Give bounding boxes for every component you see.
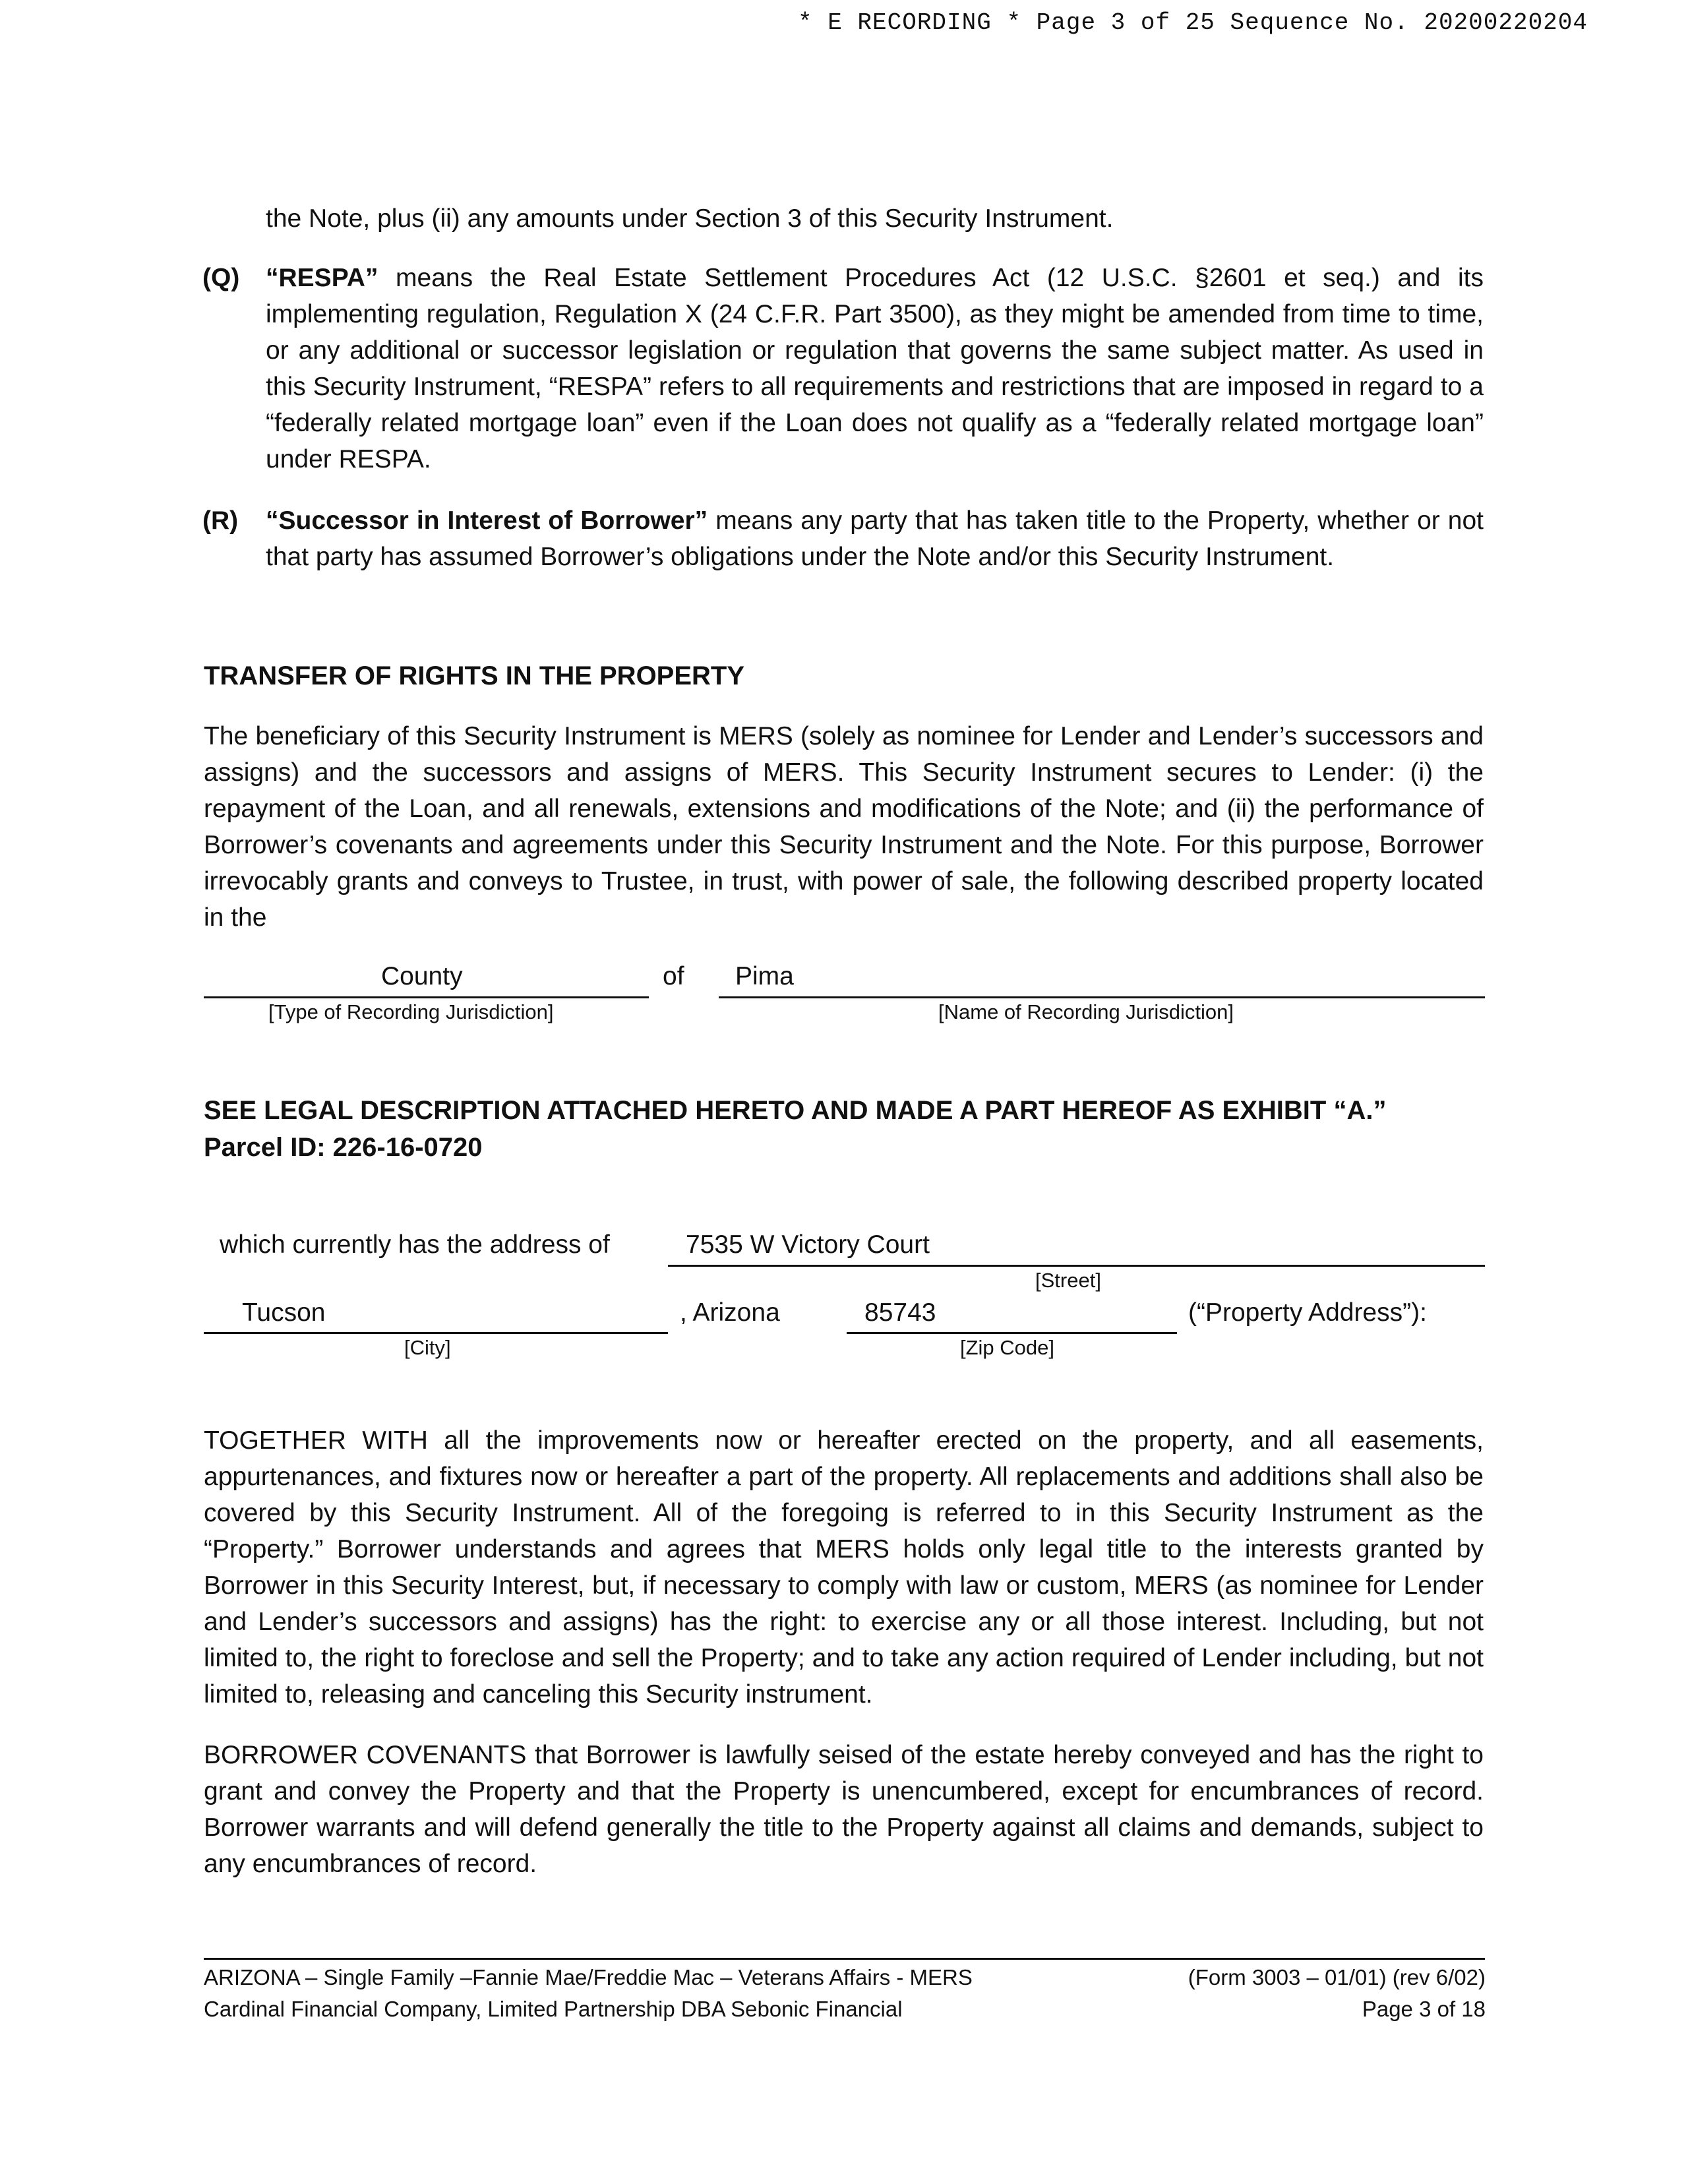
address-intro: which currently has the address of: [220, 1230, 610, 1259]
borrower-covenants-paragraph: BORROWER COVENANTS that Borrower is lawfully seised of the estate hereby conveyed and has the right to grant and convey the Property and that the Property is unencumbered, except for encumbrances of record. Borrower warrants and will defend generally the title to the Property against all claims and demands, subject to any encumbrances of record.: [204, 1741, 1484, 1878]
city-caption: [City]: [404, 1336, 451, 1359]
jurisdiction-type-caption: [Type of Recording Jurisdiction]: [268, 1000, 554, 1023]
recording-stamp: * E RECORDING * Page 3 of 25 Sequence No. 20200220204: [798, 9, 1588, 36]
transfer-heading: TRANSFER OF RIGHTS IN THE PROPERTY: [204, 661, 745, 690]
jurisdiction-of-label: of: [663, 962, 684, 990]
zip-underline: [847, 1332, 1177, 1334]
zip-caption: [Zip Code]: [960, 1336, 1055, 1359]
jurisdiction-name-value: Pima: [735, 962, 794, 990]
definition-q-term: “RESPA”: [266, 264, 378, 292]
jurisdiction-type-underline: [204, 996, 649, 998]
city-underline: [204, 1332, 668, 1334]
definition-q-text: means the Real Estate Settlement Procedures Act (12 U.S.C. §2601 et seq.) and its implementing regulation, Regulation X (24 C.F.R. Part 3500), as they might be amended from time to time, or any additional or successor legislation or regulation that governs the same subject matter. As used in this Security Instrument, “RESPA” refers to all requirements and restrictions that are imposed in regard to a “federally related mortgage loan” even if the Loan does not qualify as a “federally related mortgage loan” under RESPA.: [266, 264, 1484, 473]
definition-r-letter: (R): [202, 506, 239, 535]
jurisdiction-type-value: County: [381, 962, 463, 990]
definition-r: [266, 502, 1484, 575]
legal-description-line: SEE LEGAL DESCRIPTION ATTACHED HERETO AND MADE A PART HEREOF AS EXHIBIT “A.”: [204, 1096, 1387, 1125]
footer-lender-name: Cardinal Financial Company, Limited Partnership DBA Sebonic Financial: [204, 1997, 903, 2021]
parcel-id: Parcel ID: 226-16-0720: [204, 1133, 483, 1162]
city-value: Tucson: [242, 1298, 326, 1327]
street-value: 7535 W Victory Court: [686, 1230, 930, 1259]
footer-form-number: (Form 3003 – 01/01) (rev 6/02): [1188, 1965, 1486, 1989]
definition-q-letter: (Q): [202, 264, 240, 292]
footer-page-number: Page 3 of 18: [1362, 1997, 1486, 2021]
footer-form-title: ARIZONA – Single Family –Fannie Mae/Freddie Mac – Veterans Affairs - MERS: [204, 1965, 973, 1989]
jurisdiction-name-caption: [Name of Recording Jurisdiction]: [938, 1000, 1234, 1023]
continuation-text: the Note, plus (ii) any amounts under Section 3 of this Security Instrument.: [266, 204, 1114, 233]
property-address-label: (“Property Address”):: [1188, 1298, 1427, 1327]
definition-q: [266, 260, 1484, 477]
street-underline: [668, 1265, 1485, 1267]
footer-divider: [204, 1958, 1485, 1960]
state-value: , Arizona: [680, 1298, 780, 1327]
jurisdiction-name-underline: [719, 996, 1485, 998]
definition-r-term: “Successor in Interest of Borrower”: [266, 506, 708, 535]
together-with-paragraph: TOGETHER WITH all the improvements now or hereafter erected on the property, and all easements, appurtenances, and fixtures now or hereafter a part of the property. All replacements and additions shall also be covered by this Security Instrument. All of the foregoing is referred to in this Security Instrument as the “Property.” Borrower understands and agrees that MERS holds only legal title to the interests granted by Borrower in this Security Interest, but, if necessary to comply with law or custom, MERS (as nominee for Lender and Lender’s successors and assigns) has the right: to exercise any or all those interest. Including, but not limited to, the right to foreclose and sell the Property; and to take any action required of Lender including, but not limited to, releasing and canceling this Security instrument.: [204, 1426, 1484, 1709]
street-caption: [Street]: [1035, 1269, 1101, 1292]
zip-value: 85743: [864, 1298, 936, 1327]
transfer-paragraph: The beneficiary of this Security Instrument is MERS (solely as nominee for Lender and Lender’s successors and assigns) and the successors and assigns of MERS. This Security Instrument secures to Lender: (i) the repayment of the Loan, and all renewals, extensions and modifications of the Note; and (ii) the performance of Borrower’s covenants and agreements under this Security Instrument and the Note. For this purpose, Borrower irrevocably grants and conveys to Trustee, in trust, with power of sale, the following described property located in the: [204, 722, 1484, 932]
definition-r-text: means any party that has taken title to the Property, whether or not that party has assumed Borrower’s obligations under the Note and/or this Security Instrument.: [266, 506, 1484, 571]
